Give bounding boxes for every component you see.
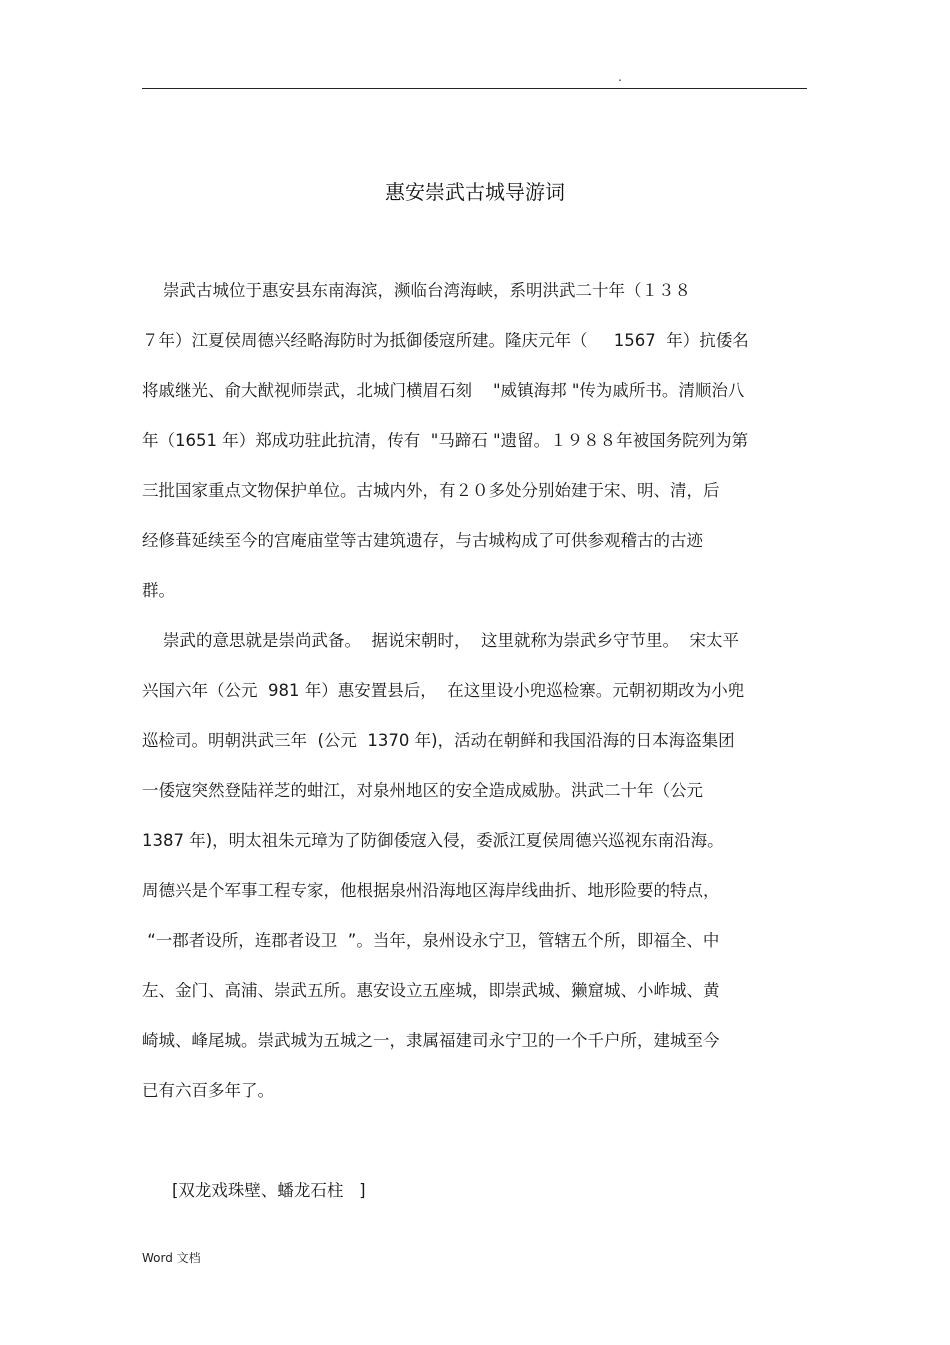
paragraph-line: 巡检司。明朝洪武三年 (公元 1370 年)，活动在朝鲜和我国沿海的日本海盗集团 (142, 731, 735, 750)
paragraph-line: 将戚继光、俞大猷视师崇武，北城门横眉石刻 "威镇海邦 "传为戚所书。清顺治八 (142, 381, 745, 400)
paragraph-line: 1387 年)，明太祖朱元璋为了防御倭寇入侵，委派江夏侯周德兴巡视东南沿海。 (142, 831, 724, 850)
section-heading: [双龙戏珠壁、蟠龙石柱 ] (172, 1181, 366, 1200)
footer-label: Word 文档 (142, 1251, 201, 1265)
header-mark: . (618, 70, 622, 84)
paragraph-line: 已有六百多年了。 (142, 1081, 274, 1100)
paragraph-line: 群。 (142, 581, 175, 600)
paragraph-line: ７年）江夏侯周德兴经略海防时为抵御倭寇所建。隆庆元年（ 1567 年）抗倭名 (142, 331, 749, 350)
paragraph-line: 左、金门、高浦、崇武五所。惠安设立五座城，即崇武城、獭窟城、小岞城、黄 (142, 981, 720, 1000)
paragraph-line: 兴国六年（公元 981 年）惠安置县后， 在这里设小兜巡检寨。元朝初期改为小兜 (142, 681, 745, 700)
paragraph-line: 一倭寇突然登陆祥芝的蚶江，对泉州地区的安全造成威胁。洪武二十年（公元 (142, 781, 703, 800)
paragraph-line: “一郡者设所，连郡者设卫 ”。当年，泉州设永宁卫，管辖五个所，即福全、中 (142, 931, 720, 950)
paragraph-line: 年（1651 年）郑成功驻此抗清，传有 "马蹄石 "遗留。１９８８年被国务院列为第 (142, 431, 749, 450)
paragraph-line: 周德兴是个军事工程专家，他根据泉州沿海地区海岸线曲折、地形险要的特点， (142, 881, 720, 900)
document-title: 惠安崇武古城导游词 (385, 180, 565, 204)
header-rule (142, 88, 807, 89)
paragraph-line: 经修葺延续至今的宫庵庙堂等古建筑遗存，与古城构成了可供参观稽古的古迹 (142, 531, 703, 550)
paragraph-line: 崎城、峰尾城。崇武城为五城之一，隶属福建司永宁卫的一个千户所，建城至今 (142, 1031, 720, 1050)
paragraph-line: 崇武的意思就是崇尚武备。 据说宋朝时， 这里就称为崇武乡守节里。 宋太平 (142, 631, 739, 650)
paragraph-line: 三批国家重点文物保护单位。古城内外，有２０多处分别始建于宋、明、清，后 (142, 481, 720, 500)
paragraph-line: 崇武古城位于惠安县东南海滨，濒临台湾海峡，系明洪武二十年（１３８ (142, 281, 691, 300)
